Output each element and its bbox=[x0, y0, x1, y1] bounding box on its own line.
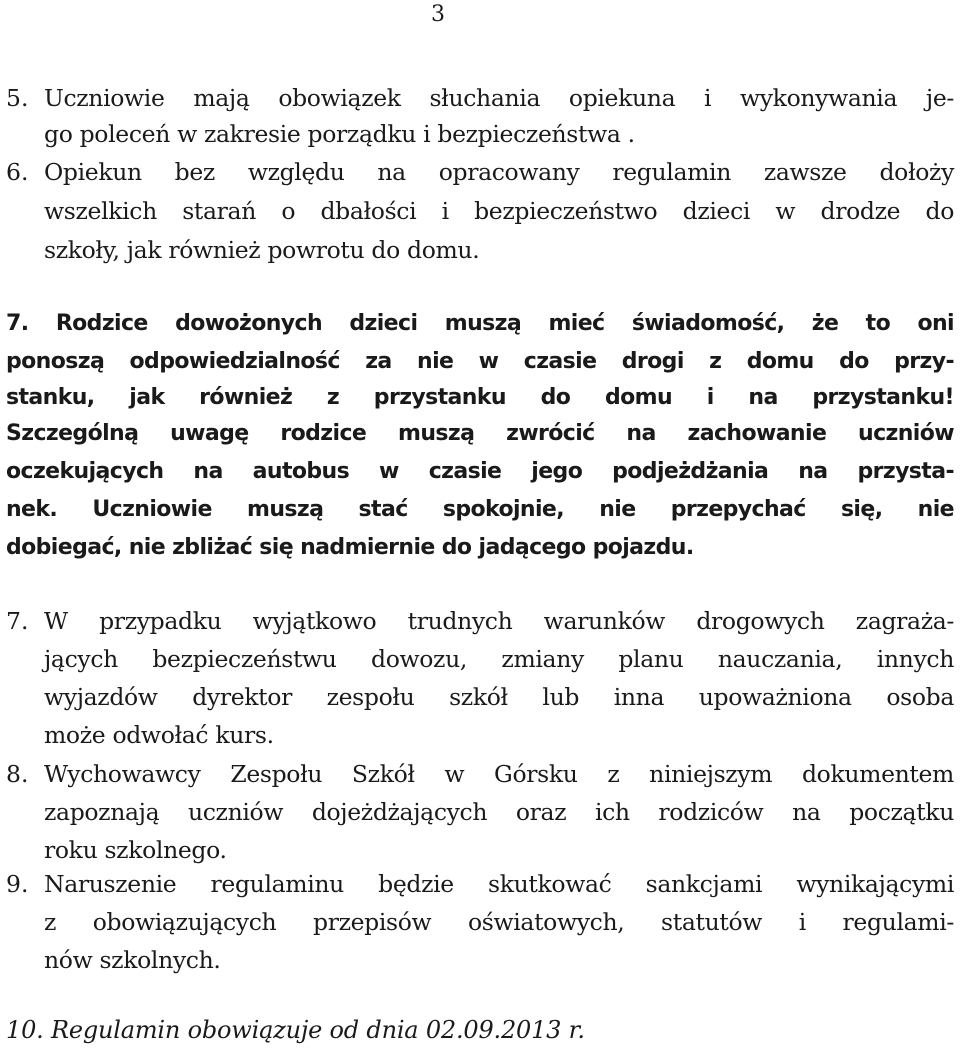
item-number: 9. bbox=[6, 870, 29, 898]
page-number: 3 bbox=[431, 2, 445, 27]
effective-date-line: 10. Regulamin obowiązuje od dnia 02.09.2013 r. bbox=[6, 1016, 585, 1044]
item-number: 6. bbox=[6, 158, 29, 186]
text-line: Uczniowie mają obowiązek słuchania opiekuna i wykonywania je- bbox=[44, 84, 954, 112]
text-line: ponoszą odpowiedzialność za nie w czasie drogi z domu do przy- bbox=[6, 349, 954, 374]
text-line: może odwołać kurs. bbox=[44, 721, 274, 749]
text-line: Naruszenie regulaminu będzie skutkować sankcjami wynikającymi bbox=[44, 870, 954, 898]
text-line: W przypadku wyjątkowo trudnych warunków drogowych zagraża- bbox=[44, 607, 954, 635]
text-line: nek. Uczniowie muszą stać spokojnie, nie przepychać się, nie bbox=[6, 497, 954, 522]
text-line: szkoły, jak również powrotu do domu. bbox=[44, 236, 480, 264]
item-number: 8. bbox=[6, 760, 29, 788]
text-line: Opiekun bez względu na opracowany regulamin zawsze dołoży bbox=[44, 158, 954, 186]
text-line: dobiegać, nie zbliżać się nadmiernie do jadącego pojazdu. bbox=[6, 535, 694, 560]
text-line: wszelkich starań o dbałości i bezpieczeństwo dzieci w drodze do bbox=[44, 197, 954, 225]
text-line: wyjazdów dyrektor zespołu szkół lub inna upoważniona osoba bbox=[44, 683, 954, 711]
text-line: nów szkolnych. bbox=[44, 946, 221, 974]
text-line: z obowiązujących przepisów oświatowych, statutów i regulami- bbox=[44, 908, 954, 936]
text-line: go poleceń w zakresie porządku i bezpieczeństwa . bbox=[44, 120, 635, 148]
item-number: 5. bbox=[6, 84, 29, 112]
text-line: jących bezpieczeństwu dowozu, zmiany planu nauczania, innych bbox=[44, 645, 954, 673]
text-line: zapoznają uczniów dojeżdżających oraz ich rodziców na początku bbox=[44, 798, 954, 826]
text-line: Szczególną uwagę rodzice muszą zwrócić na zachowanie uczniów bbox=[6, 421, 954, 446]
text-line: 7. Rodzice dowożonych dzieci muszą mieć świadomość, że to oni bbox=[6, 311, 954, 336]
text-line: oczekujących na autobus w czasie jego podjeżdżania na przysta- bbox=[6, 459, 954, 484]
text-line: stanku, jak również z przystanku do domu i na przystanku! bbox=[6, 385, 954, 410]
text-line: Wychowawcy Zespołu Szkół w Górsku z niniejszym dokumentem bbox=[44, 760, 954, 788]
item-number: 7. bbox=[6, 607, 29, 635]
text-line: roku szkolnego. bbox=[44, 836, 227, 864]
